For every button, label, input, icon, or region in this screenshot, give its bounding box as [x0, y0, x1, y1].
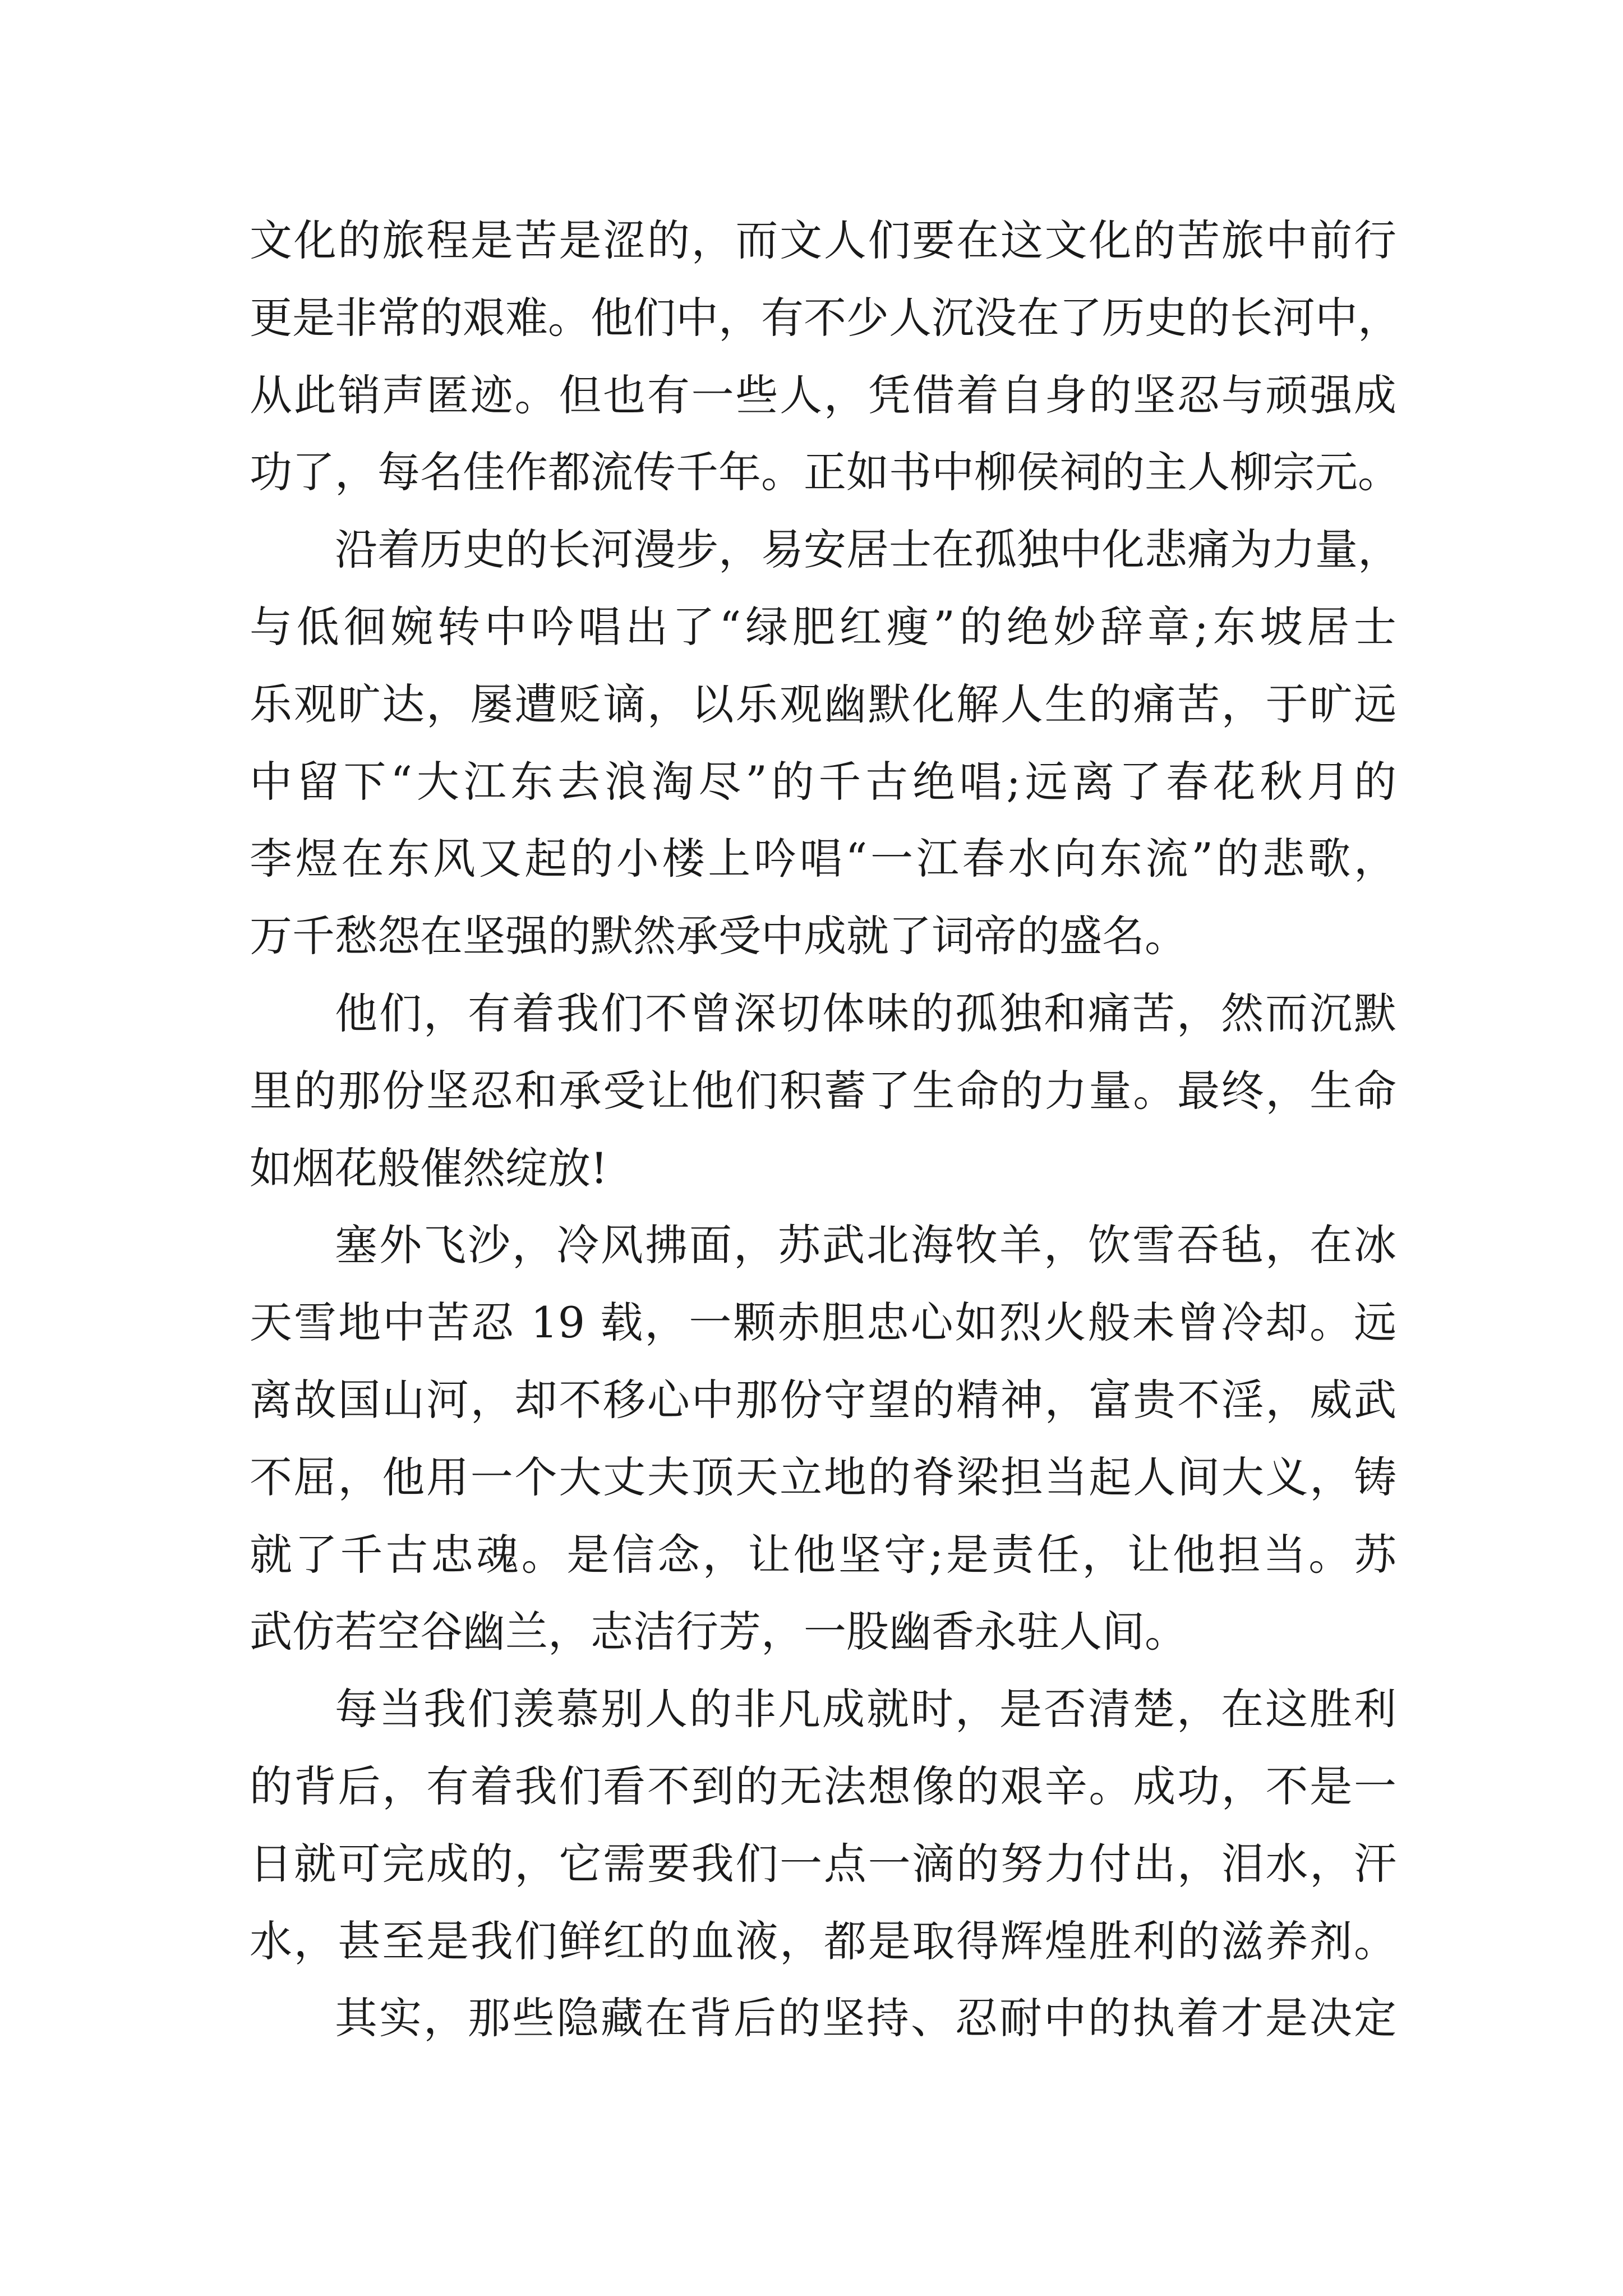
text-line: 与低徊婉转中吟唱出了“绿肥红瘦”的绝妙辞章;东坡居士 — [250, 601, 1396, 652]
text-line: 里的那份坚忍和承受让他们积蓄了生命的力量。最终，生命 — [250, 1065, 1396, 1116]
text-line: 日就可完成的，它需要我们一点一滴的努力付出，泪水，汗 — [250, 1838, 1396, 1889]
text-line: 李煜在东风又起的小楼上吟唱“一江春水向东流”的悲歌， — [250, 834, 1396, 884]
text-line: 中留下“大江东去浪淘尽”的千古绝唱;远离了春花秋月的 — [250, 756, 1396, 807]
text-line: 功了，每名佳作都流传千年。正如书中柳侯祠的主人柳宗元。 — [250, 447, 1400, 498]
text-line: 塞外飞沙，冷风拂面，苏武北海牧羊，饮雪吞毡，在冰 — [335, 1220, 1396, 1271]
text-line: 更是非常的艰难。他们中，有不少人沉没在了历史的长河中， — [250, 292, 1400, 343]
text-line: 乐观旷达，屡遭贬谪，以乐观幽默化解人生的痛苦，于旷远 — [250, 679, 1396, 729]
text-line: 从此销声匿迹。但也有一些人，凭借着自身的坚忍与顽强成 — [250, 370, 1396, 420]
text-line: 天雪地中苦忍 19 载，一颗赤胆忠心如烈火般未曾冷却。远 — [250, 1297, 1396, 1348]
text-line: 其实，那些隐藏在背后的坚持、忍耐中的执着才是决定 — [335, 1993, 1396, 2044]
text-line: 沿着历史的长河漫步，易安居士在孤独中化悲痛为力量， — [335, 524, 1400, 575]
text-line: 每当我们羡慕别人的非凡成就时，是否清楚，在这胜利 — [335, 1684, 1396, 1734]
body-text — [250, 202, 1400, 2057]
text-line: 文化的旅程是苦是涩的，而文人们要在这文化的苦旅中前行 — [250, 215, 1396, 265]
text-line: 万千愁怨在坚强的默然承受中成就了词帝的盛名。 — [250, 911, 1187, 961]
text-line: 的背后，有着我们看不到的无法想像的艰辛。成功，不是一 — [250, 1761, 1396, 1811]
text-line: 离故国山河，却不移心中那份守望的精神，富贵不淫，威武 — [250, 1374, 1396, 1425]
text-line: 不屈，他用一个大丈夫顶天立地的脊梁担当起人间大义，铸 — [250, 1452, 1396, 1502]
text-line: 水，甚至是我们鲜红的血液，都是取得辉煌胜利的滋养剂。 — [250, 1916, 1396, 1966]
text-line: 他们，有着我们不曾深切体味的孤独和痛苦，然而沉默 — [335, 988, 1396, 1038]
text-line: 武仿若空谷幽兰，志洁行芳，一股幽香永驻人间。 — [250, 1607, 1187, 1657]
text-line: 就了千古忠魂。是信念，让他坚守;是责任，让他担当。苏 — [250, 1529, 1396, 1580]
text-line: 如烟花般催然绽放! — [250, 1143, 608, 1193]
